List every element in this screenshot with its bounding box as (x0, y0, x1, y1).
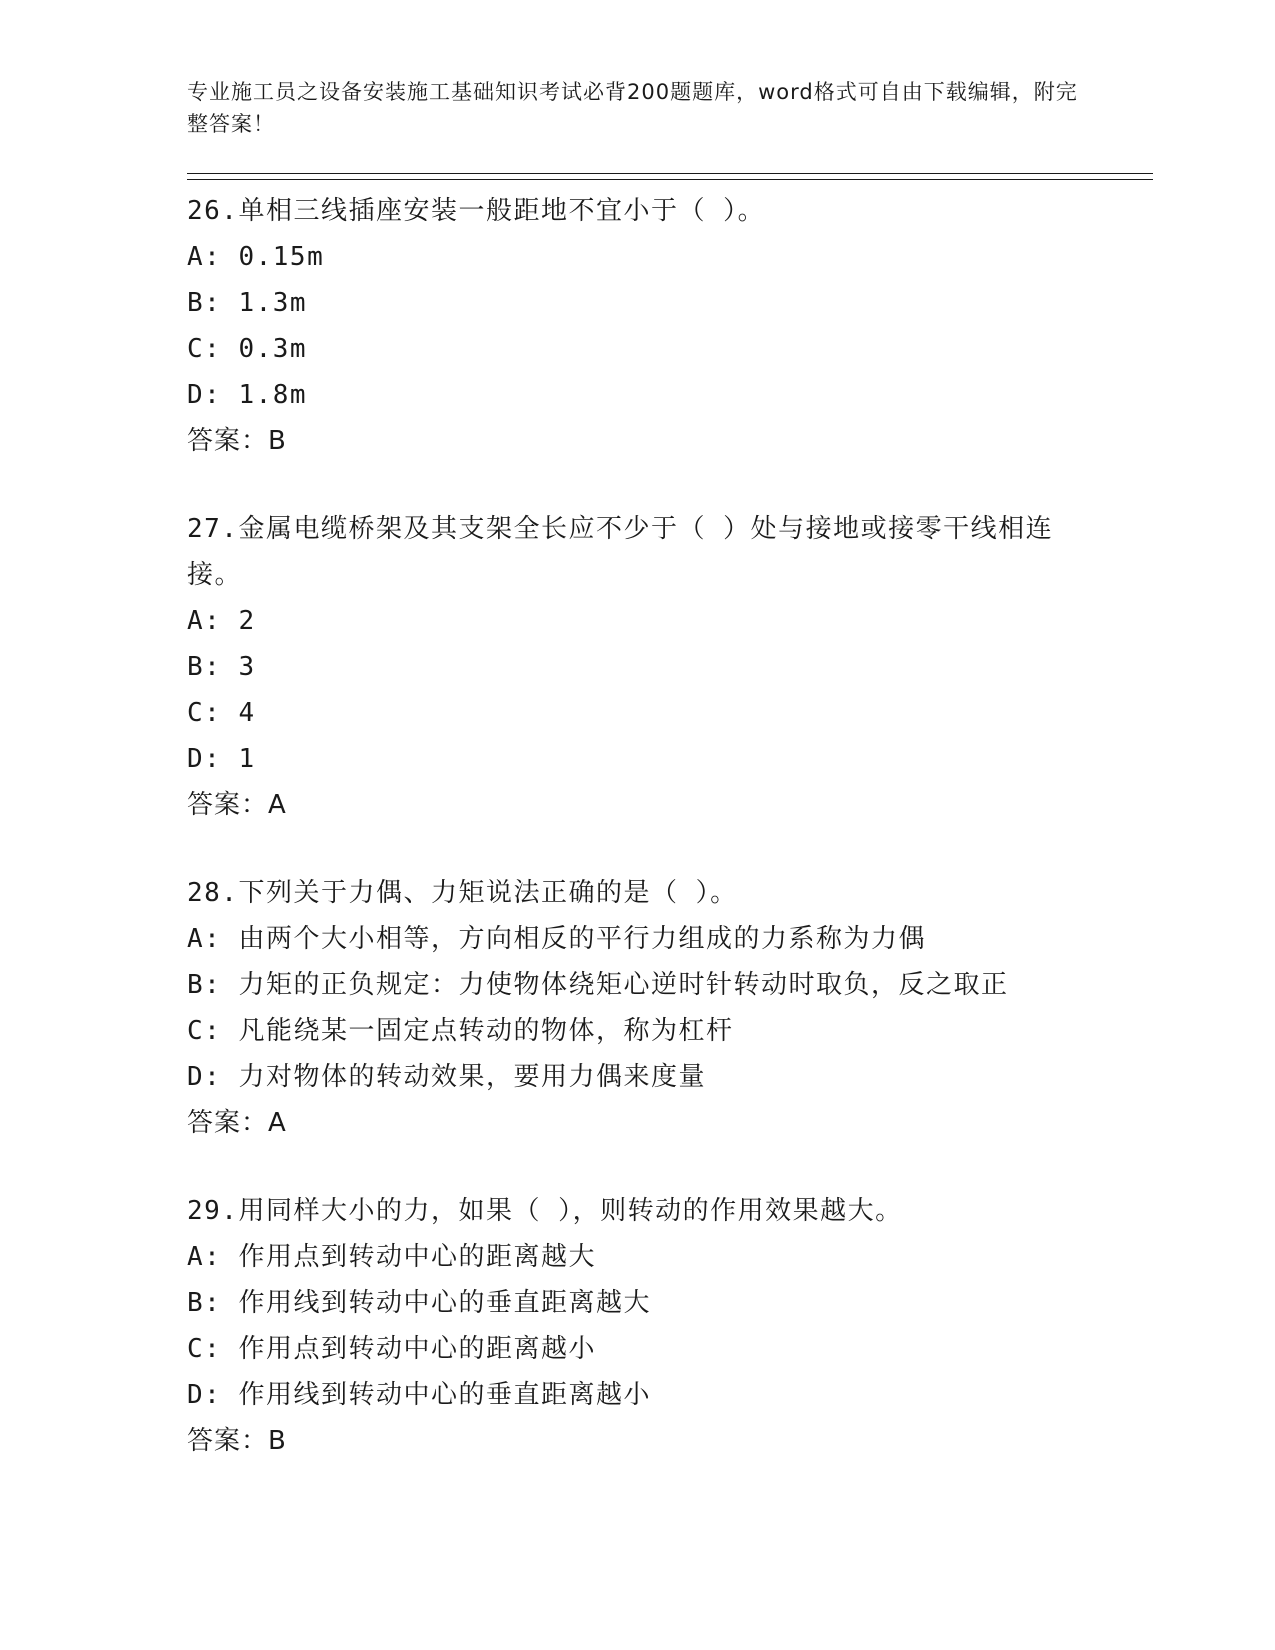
answer-line: 答案：B (187, 1426, 287, 1456)
option-c: C: 凡能绕某一固定点转动的物体，称为杠杆 (187, 1016, 734, 1046)
question-list (187, 188, 1087, 1464)
question-stem: 27.金属电缆桥架及其支架全长应不少于（ ）处与接地或接零干线相连接。 (187, 514, 1054, 590)
option-c: C: 4 (187, 698, 256, 728)
option-d: D: 1.8m (187, 380, 308, 410)
option-a: A: 2 (187, 606, 256, 636)
document-title: 专业施工员之设备安装施工基础知识考试必背200题题库，word格式可自由下载编辑，附完整答案！ (187, 80, 1078, 136)
question-stem: 29.用同样大小的力，如果（ ），则转动的作用效果越大。 (187, 1196, 903, 1226)
option-b: B: 3 (187, 652, 256, 682)
option-d: D: 1 (187, 744, 256, 774)
option-a: A: 0.15m (187, 242, 325, 272)
question-27 (187, 506, 1087, 828)
option-a: A: 作用点到转动中心的距离越大 (187, 1242, 596, 1272)
option-b: B: 1.3m (187, 288, 308, 318)
option-c: C: 0.3m (187, 334, 308, 364)
option-b: B: 力矩的正负规定：力使物体绕矩心逆时针转动时取负，反之取正 (187, 970, 1009, 1000)
option-b: B: 作用线到转动中心的垂直距离越大 (187, 1288, 651, 1318)
option-c: C: 作用点到转动中心的距离越小 (187, 1334, 596, 1364)
answer-line: 答案：B (187, 426, 287, 456)
header-rule-bottom (187, 179, 1153, 180)
question-stem: 26.单相三线插座安装一般距地不宜小于（ ）。 (187, 196, 766, 226)
option-d: D: 作用线到转动中心的垂直距离越小 (187, 1380, 651, 1410)
question-29 (187, 1188, 1087, 1464)
header-rule-top (187, 173, 1153, 174)
question-26 (187, 188, 1087, 464)
question-28 (187, 870, 1087, 1146)
answer-line: 答案：A (187, 1108, 287, 1138)
answer-line: 答案：A (187, 790, 287, 820)
option-a: A: 由两个大小相等，方向相反的平行力组成的力系称为力偶 (187, 924, 926, 954)
option-d: D: 力对物体的转动效果，要用力偶来度量 (187, 1062, 706, 1092)
question-stem: 28.下列关于力偶、力矩说法正确的是（ ）。 (187, 878, 738, 908)
